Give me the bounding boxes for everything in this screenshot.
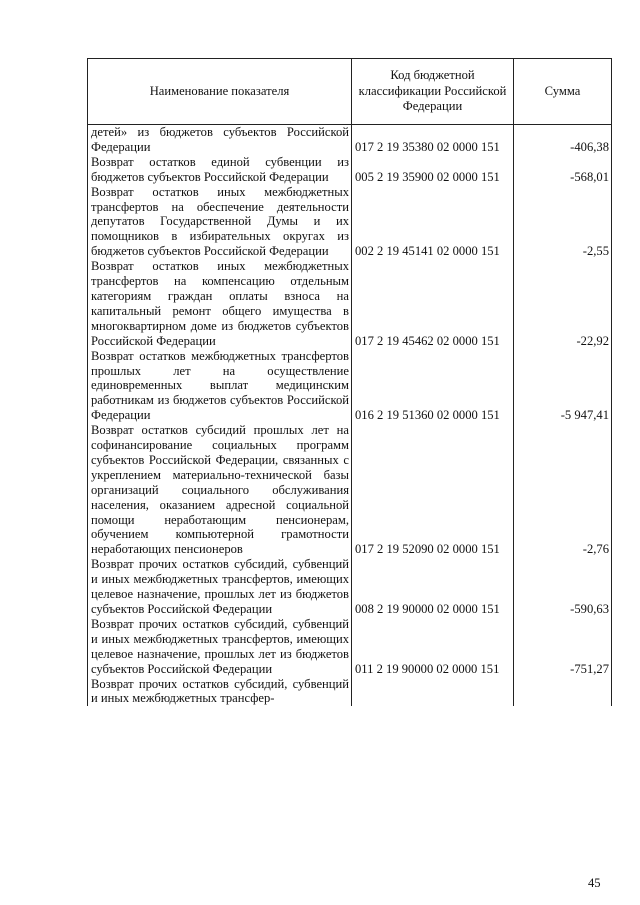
row-code: 005 2 19 35900 02 0000 151 — [352, 155, 514, 185]
row-sum: -406,38 — [514, 125, 612, 155]
row-sum: -2,55 — [514, 185, 612, 260]
table-body — [88, 125, 612, 707]
table-row — [88, 125, 612, 155]
row-sum: -5 947,41 — [514, 349, 612, 424]
row-sum: -22,92 — [514, 259, 612, 348]
row-sum: -751,27 — [514, 617, 612, 677]
table-row — [88, 617, 612, 677]
row-code: 017 2 19 45462 02 0000 151 — [352, 259, 514, 348]
row-name: Возврат остатков межбюджетных трансфертов прошлых лет на осуществление единовременных выплат медицинским работникам из бюджетов субъектов Российской Федерации — [88, 349, 352, 424]
row-sum: -2,76 — [514, 423, 612, 557]
row-code — [352, 677, 514, 707]
row-name: Возврат остатков единой субвенции из бюджетов субъектов Российской Федерации — [88, 155, 352, 185]
row-name: Возврат остатков иных межбюджетных трансфертов на обеспечение деятельности депутатов Государственной Думы и их помощников в избирательных округах из бюджетов субъектов Российской Федерации — [88, 185, 352, 260]
row-sum — [514, 677, 612, 707]
row-name: детей» из бюджетов субъектов Российской Федерации — [88, 125, 352, 155]
header-sum: Сумма — [514, 59, 612, 125]
row-sum: -590,63 — [514, 557, 612, 617]
page-number: 45 — [588, 876, 601, 890]
row-name: Возврат прочих остатков субсидий, субвенций и иных межбюджетных трансфертов, имеющих целевое назначение, прошлых лет из бюджетов субъектов Российской Федерации — [88, 617, 352, 677]
table-header-row — [88, 59, 612, 125]
row-code: 008 2 19 90000 02 0000 151 — [352, 557, 514, 617]
table-row — [88, 349, 612, 424]
row-sum: -568,01 — [514, 155, 612, 185]
row-code: 011 2 19 90000 02 0000 151 — [352, 617, 514, 677]
row-name: Возврат остатков субсидий прошлых лет на софинансирование социальных программ субъектов Российской Федерации, связанных с укреплением материально-технической базы организаций социального обслуживания населения, оказанием адресной социальной помощи неработающим пенсионерам, обучением компьютерной грамотности неработающих пенсионеров — [88, 423, 352, 557]
row-name: Возврат прочих остатков субсидий, субвенций и иных межбюджетных трансфер- — [88, 677, 352, 707]
table-row — [88, 423, 612, 557]
row-code: 002 2 19 45141 02 0000 151 — [352, 185, 514, 260]
table-row — [88, 677, 612, 707]
row-name: Возврат прочих остатков субсидий, субвенций и иных межбюджетных трансфертов, имеющих целевое назначение, прошлых лет из бюджетов субъектов Российской Федерации — [88, 557, 352, 617]
row-code: 017 2 19 35380 02 0000 151 — [352, 125, 514, 155]
table-row — [88, 155, 612, 185]
row-name: Возврат остатков иных межбюджетных трансфертов на компенсацию отдельным категориям граждан оплаты взноса на капитальный ремонт общего имущества в многоквартирном доме из бюджетов субъектов Российской Федерации — [88, 259, 352, 348]
header-name: Наименование показателя — [88, 59, 352, 125]
budget-table — [87, 58, 612, 706]
table-row — [88, 259, 612, 348]
row-code: 016 2 19 51360 02 0000 151 — [352, 349, 514, 424]
table-row — [88, 557, 612, 617]
header-code: Код бюджетной классификации Российской Федерации — [352, 59, 514, 125]
row-code: 017 2 19 52090 02 0000 151 — [352, 423, 514, 557]
table-row — [88, 185, 612, 260]
